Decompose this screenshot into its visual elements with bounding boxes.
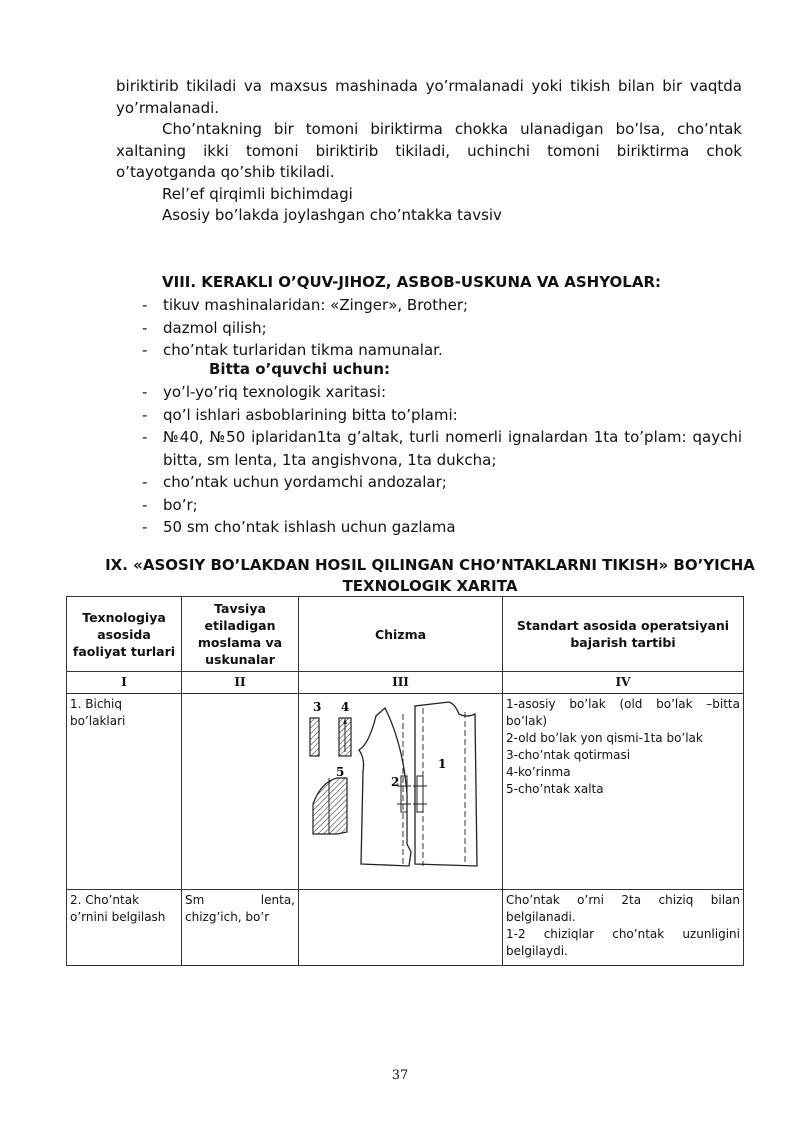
row1-operations [503, 694, 744, 890]
operation-line: 2-old bo’lak yon qismi-1ta bo’lak [506, 731, 703, 745]
row1-tools [182, 694, 299, 890]
list-item: - cho’ntak uchun yordamchi andozalar; [116, 471, 742, 494]
row1-activity: 1. Bichiq bo’laklari [67, 694, 182, 890]
section-8-heading: VIII. KERAKLI O’QUV-JIHOZ, ASBOB-USKUNA VA ASHYOLAR: [162, 273, 662, 291]
row2-tools: Sm lenta, chizg’ich, bo’r [182, 890, 299, 966]
student-subheading: Bitta o’quvchi uchun: [209, 360, 390, 378]
technology-map-table [66, 596, 744, 966]
list-item: - tikuv mashinalaridan: «Zinger», Brother; [116, 294, 742, 317]
table-header-row [67, 597, 744, 672]
figure-label: 4 [341, 700, 350, 714]
row2-operations [503, 890, 744, 966]
header-tools: Tavsiya etiladigan moslama va uskunalar [182, 597, 299, 672]
header-activity: Texnologiya asosida faoliyat turlari [67, 597, 182, 672]
operation-line: 1-asosiy bo’lak (old bo’lak –bitta bo’lak) [506, 697, 740, 728]
operation-line: 5-cho’ntak xalta [506, 782, 604, 796]
list-item: - 50 sm cho’ntak ishlash uchun gazlama [116, 516, 742, 539]
figure-label: 5 [336, 765, 345, 779]
figure-label: 3 [313, 700, 322, 714]
intro-line-4: Asosiy bo’lakda joylashgan cho’ntakka tavsiv [162, 206, 502, 224]
operation-line: 4-ko’rinma [506, 765, 571, 779]
section-9-title-line-2: TEXNOLOGIK XARITA [342, 577, 518, 595]
list-item: - №40, №50 iplaridan1ta g’altak, turli nomerli ignalardan 1ta to’plam: qaychi bitta, sm lenta, 1ta angishvona, 1ta dukcha; [116, 426, 742, 471]
section-9-title-line-1: IX. «ASOSIY BO’LAKDAN HOSIL QILINGAN CHO’NTAKLARNI TIKISH» BO’YICHA [105, 556, 755, 574]
list-item: - dazmol qilish; [116, 317, 742, 340]
equipment-list [116, 294, 742, 362]
roman-numeral: III [299, 672, 503, 694]
row2-figure-cell [299, 890, 503, 966]
pattern-pieces-figure [299, 694, 503, 884]
list-item: - bo’r; [116, 494, 742, 517]
header-figure: Chizma [299, 597, 503, 672]
list-item: - yo’l-yo’riq texnologik xaritasi: [116, 381, 742, 404]
operation-line: 1-2 chiziqlar cho’ntak uzunligini belgilaydi. [506, 927, 740, 958]
intro-line-3: Rel’ef qirqimli bichimdagi [162, 184, 353, 203]
operation-line: 3-cho’ntak qotirmasi [506, 748, 631, 762]
intro-paragraph-1: biriktirib tikiladi va maxsus mashinada yo’rmalanadi yoki tikish bilan bir vaqtda yo’rmalanadi. [116, 77, 742, 117]
intro-text [116, 76, 742, 227]
roman-numeral: II [182, 672, 299, 694]
intro-paragraph-2: Cho’ntakning bir tomoni biriktirma chokka ulanadigan bo’lsa, cho’ntak xaltaning ikki tomoni biriktirib tikiladi, uchinchi tomoni biriktirma chok o’tayotganda qo’shib tikiladi. [116, 120, 742, 181]
piece-3-interlining [310, 718, 319, 756]
row2-activity: 2. Cho’ntak o’rnini belgilash [67, 890, 182, 966]
operation-line: Cho’ntak o’rni 2ta chiziq bilan belgilanadi. [506, 893, 740, 924]
list-item: - qo’l ishlari asboblarining bitta to’plami: [116, 404, 742, 427]
piece-1-front [415, 702, 477, 866]
student-list [116, 381, 742, 539]
header-operations: Standart asosida operatsiyani bajarish tartibi [503, 597, 744, 672]
list-item: - cho’ntak turlaridan tikma namunalar. [116, 339, 742, 362]
roman-numeral: IV [503, 672, 744, 694]
section-9-title [100, 555, 760, 597]
figure-label: 2 [391, 775, 400, 789]
row1-figure-cell [299, 694, 503, 890]
figure-label: 1 [438, 757, 447, 771]
table-row [67, 694, 744, 890]
piece-5-pocket-bag [313, 778, 347, 834]
page-number: 37 [391, 1068, 409, 1083]
table-row [67, 890, 744, 966]
table-roman-row [67, 672, 744, 694]
roman-numeral: I [67, 672, 182, 694]
